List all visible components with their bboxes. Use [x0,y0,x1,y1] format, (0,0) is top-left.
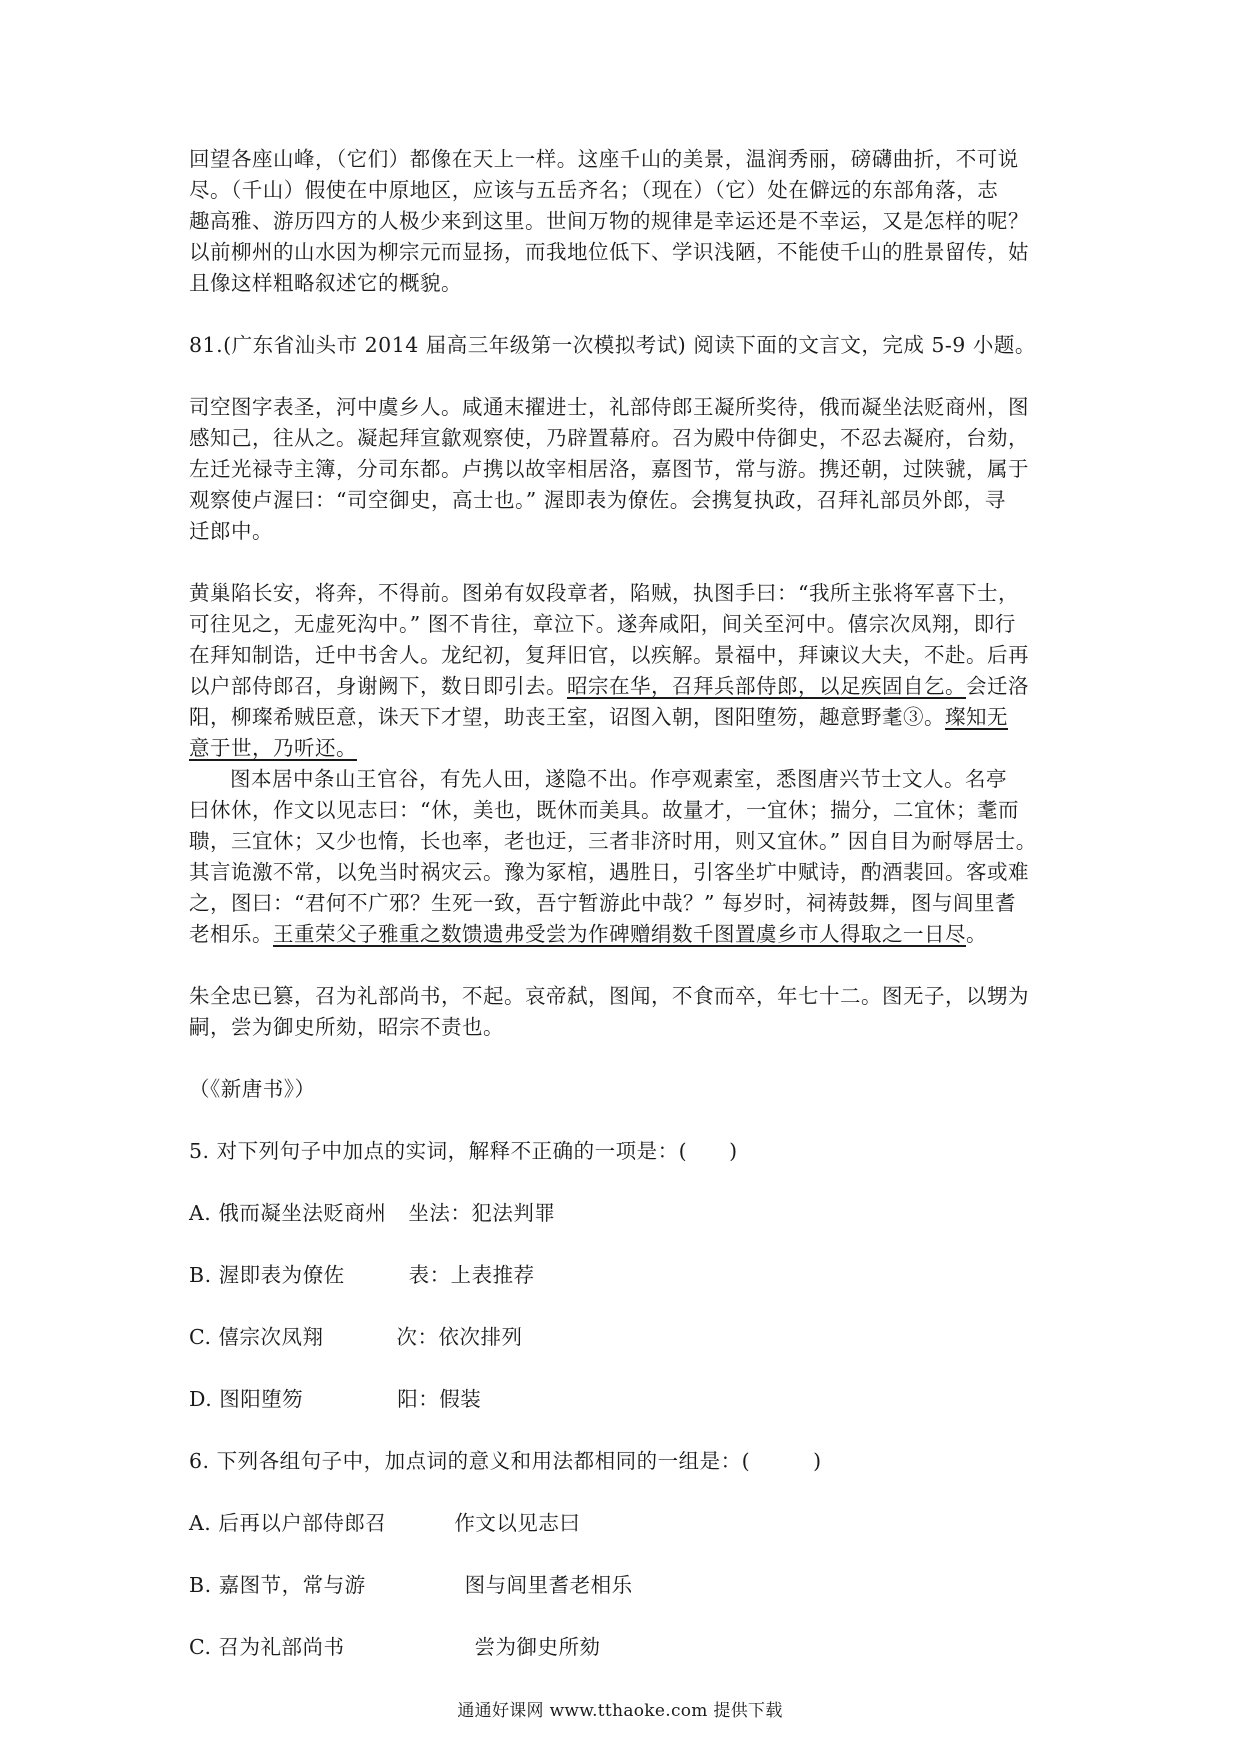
passage-paragraph-4 [189,981,1059,1043]
text-line: 在拜知制诰，迁中书舍人。龙纪初，复拜旧官，以疾解。景福中，拜谏议大夫，不赴。后再 [189,643,1029,667]
text-line: 可往见之，无虚死沟中。” 图不肯往，章泣下。遂奔咸阳，间关至河中。僖宗次凤翔，即行 [189,612,1016,636]
text-line: 左迁光禄寺主簿，分司东都。卢携以故宰相居洛，嘉图节，常与游。携还朝，过陕虢，属于 [189,457,1029,481]
option-label: B. [189,1263,212,1287]
text-run: 会迁洛 [966,674,1029,698]
option-label: B. [189,1573,212,1597]
text-line [189,702,1059,733]
text-line: 尽。（千山）假使在中原地区，应该与五岳齐名；（现在）（它）处在僻远的东部角落，志 [189,178,999,202]
option-second: 作文以见志曰 [454,1511,581,1535]
spacer [189,361,1059,392]
text-line: 朱全忠已篡，召为礼部尚书，不起。哀帝弑，图闻，不食而卒，年七十二。图无子，以甥为 [189,984,1029,1008]
text-line: 其言诡激不常，以免当时祸灾云。豫为冢棺，遇胜日，引客坐圹中赋诗，酌酒裴回。客或难 [189,860,1029,884]
option-row [189,1322,1059,1353]
option-first: 召为礼部尚书 [218,1635,345,1659]
option-sentence: 渥即表为僚佐 [218,1263,345,1287]
question-header: 81.(广东省汕头市 2014 届高三年级第一次模拟考试) 阅读下面的文言文，完成 5-9 小题。 [189,333,1036,357]
underlined-sentence: 昭宗在华，召拜兵部侍郎，以足疾固自乞。 [567,674,966,698]
text-line: 回望各座山峰，（它们）都像在天上一样。这座千山的美景，温润秀丽，磅礴曲折，不可说 [189,147,1019,171]
spacer [189,1539,1059,1570]
passage-paragraph-2 [189,578,1059,764]
spacer [189,1167,1059,1198]
document-body [189,144,1059,1663]
option-row [189,1384,1059,1415]
passage-paragraph-3 [189,764,1059,950]
spacer [189,1477,1059,1508]
option-row [189,1508,1059,1539]
spacer [189,1043,1059,1074]
spacer [189,1105,1059,1136]
option-gloss: 次：依次排列 [396,1325,523,1349]
spacer [189,547,1059,578]
text-line: 司空图字表圣，河中虞乡人。咸通末擢进士，礼部侍郎王凝所奖待，俄而凝坐法贬商州，图 [189,395,1029,419]
option-sentence: 图阳堕笏 [219,1387,304,1411]
text-line [189,733,1059,764]
underlined-sentence: 璨知无 [945,705,1008,729]
option-first: 嘉图节，常与游 [218,1573,366,1597]
option-label: A. [189,1511,212,1535]
question-6-options [189,1508,1059,1663]
spacer [189,1353,1059,1384]
page-footer: 通通好课网 www.tthaoke.com 提供下载 [457,1701,783,1721]
option-first: 后再以户部侍郎召 [218,1511,387,1535]
option-second: 尝为御史所劾 [474,1635,601,1659]
text-line: 趣高雅、游历四方的人极少来到这里。世间万物的规律是幸运还是不幸运，又是怎样的呢？ [189,209,1029,233]
question-5-options [189,1198,1059,1415]
option-label: A. [189,1201,212,1225]
text-line: 观察使卢渥曰：“司空御史，高士也。” 渥即表为僚佐。会携复执政，召拜礼部员外郎，寻 [189,488,1006,512]
spacer [189,950,1059,981]
option-gloss: 阳：假装 [397,1387,482,1411]
spacer [189,1415,1059,1446]
option-row [189,1260,1059,1291]
option-second: 图与闾里耆老相乐 [464,1573,633,1597]
text-line: 以前柳州的山水因为柳宗元而显扬，而我地位低下、学识浅陋，不能使千山的胜景留传，姑 [189,240,1029,264]
text-line: 黄巢陷长安，将奔，不得前。图弟有奴段章者，陷贼，执图手曰：“我所主张将军喜下士， [189,581,1019,605]
option-row [189,1632,1059,1663]
option-label: C. [189,1325,212,1349]
option-label: C. [189,1635,212,1659]
text-line: 嗣，尝为御史所劾，昭宗不责也。 [189,1015,504,1039]
text-line: 图本居中条山王官谷，有先人田，遂隐不出。作亭观素室，悉图唐兴节士文人。名亭 [230,767,1007,791]
text-run: 。 [966,922,987,946]
option-gloss: 表：上表推荐 [408,1263,535,1287]
underlined-sentence: 意于世，乃听还。 [189,736,357,760]
spacer [189,1601,1059,1632]
text-line: 聩，三宜休；又少也惰，长也率，老也迂，三者非济时用，则又宜休。” 因自目为耐辱居士。 [189,829,1037,853]
question-5-stem: 5. 对下列句子中加点的实词，解释不正确的一项是：( ) [189,1139,738,1163]
source-citation: （《新唐书》） [189,1077,316,1101]
passage-paragraph-1 [189,392,1059,547]
option-gloss: 坐法：犯法判罪 [408,1201,556,1225]
option-row [189,1570,1059,1601]
text-line: 曰休休，作文以见志曰：“休，美也，既休而美具。故量才，一宜休；揣分，二宜休；耄而 [189,798,1019,822]
spacer [189,1291,1059,1322]
text-line: 之，图曰：“君何不广邪？生死一致，吾宁暂游此中哉？” 每岁时，祠祷鼓舞，图与闾里耆 [189,891,1016,915]
spacer [189,299,1059,330]
question-6-stem: 6. 下列各组句子中，加点词的意义和用法都相同的一组是：( ) [189,1449,822,1473]
text-line [189,671,1059,702]
underlined-sentence: 王重荣父子雅重之数馈遗弗受尝为作碑赠绢数千图置虞乡市人得取之一日尽 [273,922,966,946]
option-sentence: 僖宗次凤翔 [218,1325,324,1349]
text-run: 老相乐。 [189,922,273,946]
option-row [189,1198,1059,1229]
text-run: 阳，柳璨希贼臣意，诛天下才望，助丧王室，诏图入朝，图阳堕笏，趣意野耄③。 [189,705,945,729]
option-label: D. [189,1387,213,1411]
intro-paragraph [189,144,1059,299]
text-run: 以户部侍郎召，身谢阙下，数日即引去。 [189,674,567,698]
text-line [189,919,1059,950]
spacer [189,1229,1059,1260]
text-line: 且像这样粗略叙述它的概貌。 [189,271,462,295]
text-line: 感知己，往从之。凝起拜宣歙观察使，乃辟置幕府。召为殿中侍御史，不忍去凝府，台劾， [189,426,1029,450]
text-line: 迁郎中。 [189,519,273,543]
option-sentence: 俄而凝坐法贬商州 [218,1201,387,1225]
